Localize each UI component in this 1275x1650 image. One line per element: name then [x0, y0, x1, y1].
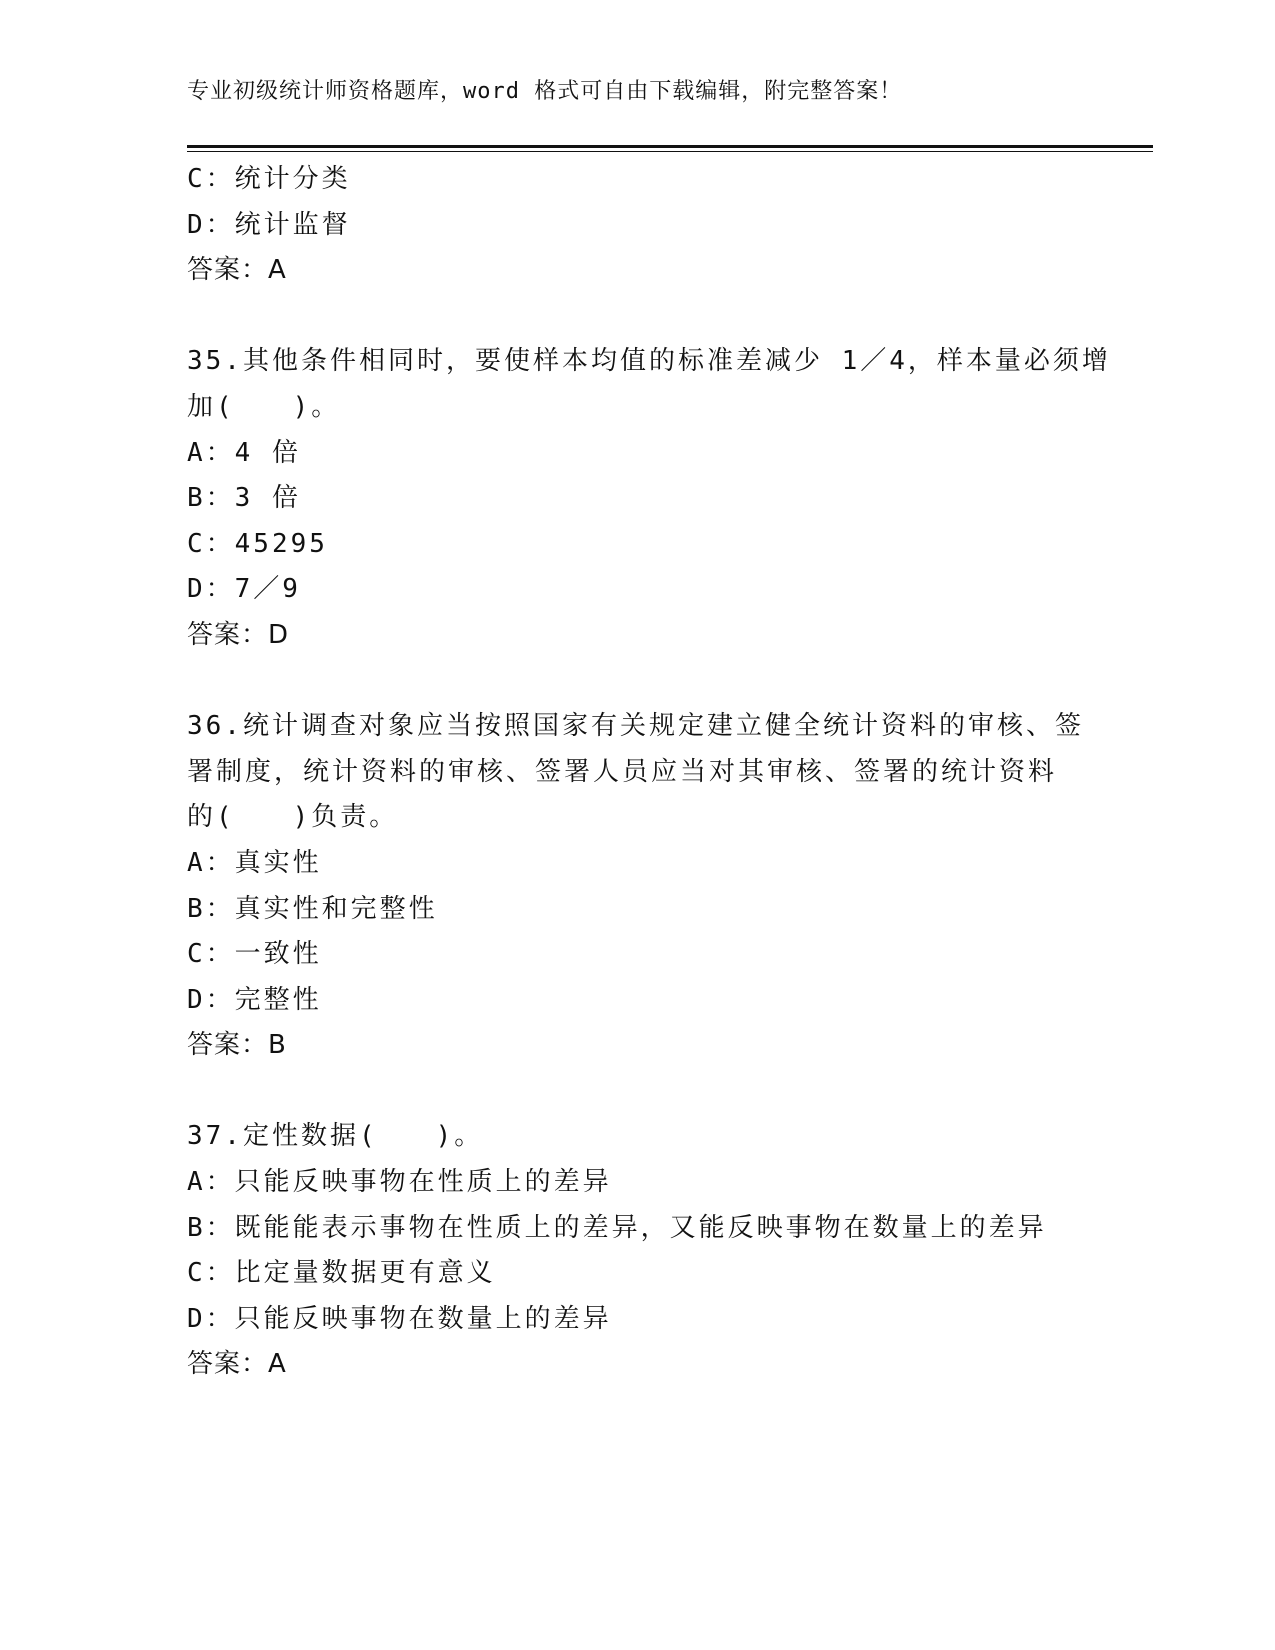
option-d: D：只能反映事物在数量上的差异 [187, 1303, 612, 1334]
question-36 [187, 704, 1087, 1069]
option-c: C：比定量数据更有意义 [187, 1258, 496, 1289]
page-header-text: 专业初级统计师资格题库，word 格式可自由下载编辑，附完整答案！ [187, 79, 903, 104]
question-stem-line: 35.其他条件相同时，要使样本均值的标准差减少 1／4，样本量必须增 [187, 346, 1111, 377]
option-c: C：统计分类 [187, 164, 351, 194]
question-34-continuation [187, 157, 1087, 294]
question-stem-line: 36.统计调查对象应当按照国家有关规定建立健全统计资料的审核、签 [187, 711, 1084, 742]
option-c: C：一致性 [187, 939, 322, 970]
spacer [187, 659, 1087, 705]
question-stem-line: 37.定性数据( )。 [187, 1121, 484, 1152]
answer-line: 答案：B [187, 1030, 287, 1061]
answer-line: 答案：A [187, 255, 287, 286]
question-37 [187, 1114, 1087, 1388]
option-a: A：只能反映事物在性质上的差异 [187, 1167, 612, 1198]
question-stem-line: 加( )。 [187, 391, 341, 422]
question-stem-line: 的( )负责。 [187, 802, 399, 833]
spacer [187, 294, 1087, 340]
answer-line: 答案：A [187, 1349, 287, 1380]
option-a: A：4 倍 [187, 437, 301, 468]
option-b: B：真实性和完整性 [187, 893, 438, 924]
spacer [187, 1069, 1087, 1115]
option-d: D：完整性 [187, 984, 322, 1015]
header-rule-thick [187, 145, 1153, 148]
option-c: C：45295 [187, 528, 328, 559]
option-b: B：3 倍 [187, 483, 301, 514]
option-d: D：7／9 [187, 574, 301, 605]
option-a: A：真实性 [187, 847, 322, 878]
option-b: B：既能能表示事物在性质上的差异，又能反映事物在数量上的差异 [187, 1212, 1047, 1243]
option-d: D：统计监督 [187, 209, 351, 240]
question-stem-line: 署制度，统计资料的审核、签署人员应当对其审核、签署的统计资料 [187, 756, 1058, 787]
answer-line: 答案：D [187, 619, 290, 650]
question-35 [187, 339, 1111, 658]
header-rule-thin [187, 151, 1153, 152]
document-body [187, 157, 1111, 1388]
